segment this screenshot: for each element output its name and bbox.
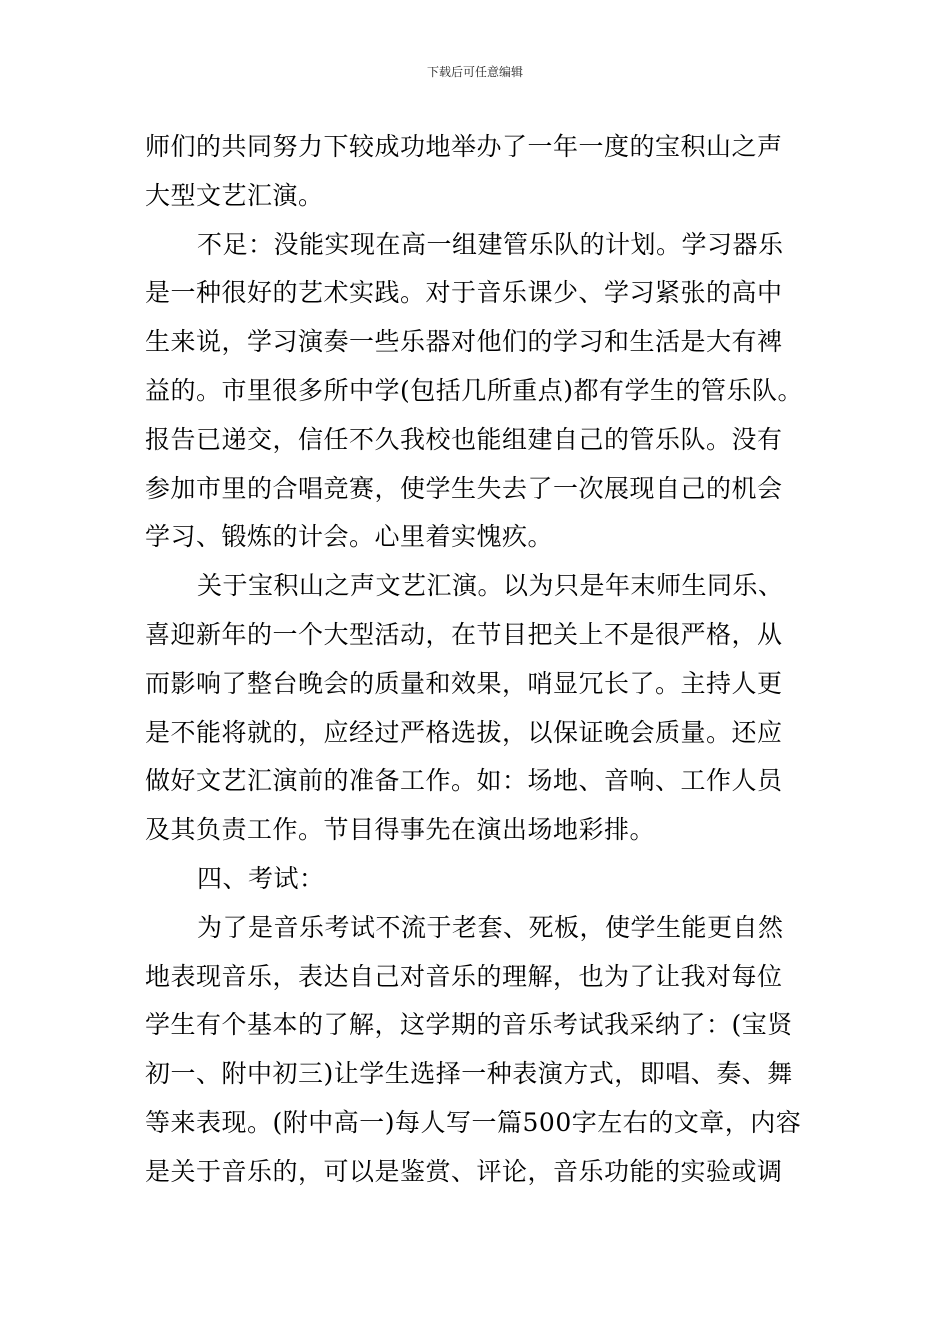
section-heading-exam: 四、考试： xyxy=(197,863,325,893)
paragraph-2: 不足：没能实现在高一组建管乐队的计划。学习器乐 是一种很好的艺术实践。对于音乐课少、学习紧张的高中 生来说，学习演奏一些乐器对他们的学习和生活是大有裨 益的。市里很多所中学(包括几所重点)都有学生的管乐队。 报告已递交，信任不久我校也能组建自己的管乐队。没有 参加市里的合唱竞赛，使学生失去了一次展现自己的机会 学习、锻炼的计会。心里着实愧疚。 xyxy=(145,229,804,552)
page-header: 下载后可任意编辑 xyxy=(426,65,523,79)
paragraph-1: 师们的共同努力下较成功地举办了一年一度的宝积山之声 大型文艺汇演。 xyxy=(145,132,783,210)
paragraph-3: 关于宝积山之声文艺汇演。以为只是年末师生同乐、 喜迎新年的一个大型活动，在节目把关上不是很严格，从 而影响了整台晚会的质量和效果，哨显冗长了。主持人更 是不能将就的，应经过严格选拔，以保证晚会质量。还应 做好文艺汇演前的准备工作。如：场地、音响、工作人员 及其负责工作。节目得事先在演出场地彩排。 xyxy=(145,571,784,845)
document-body xyxy=(145,123,815,1197)
paragraph-4: 为了是音乐考试不流于老套、死板，使学生能更自然 地表现音乐，表达自己对音乐的理解，也为了让我对每位 学生有个基本的了解，这学期的音乐考试我采纳了：(宝贤 初一、附中初三)让学生选择一种表演方式，即唱、奏、舞 等来表现。(附中高一)每人写一篇500字左右的文章，内容 是关于音乐的，可以是鉴赏、评论，音乐功能的实验或调 xyxy=(145,912,802,1186)
